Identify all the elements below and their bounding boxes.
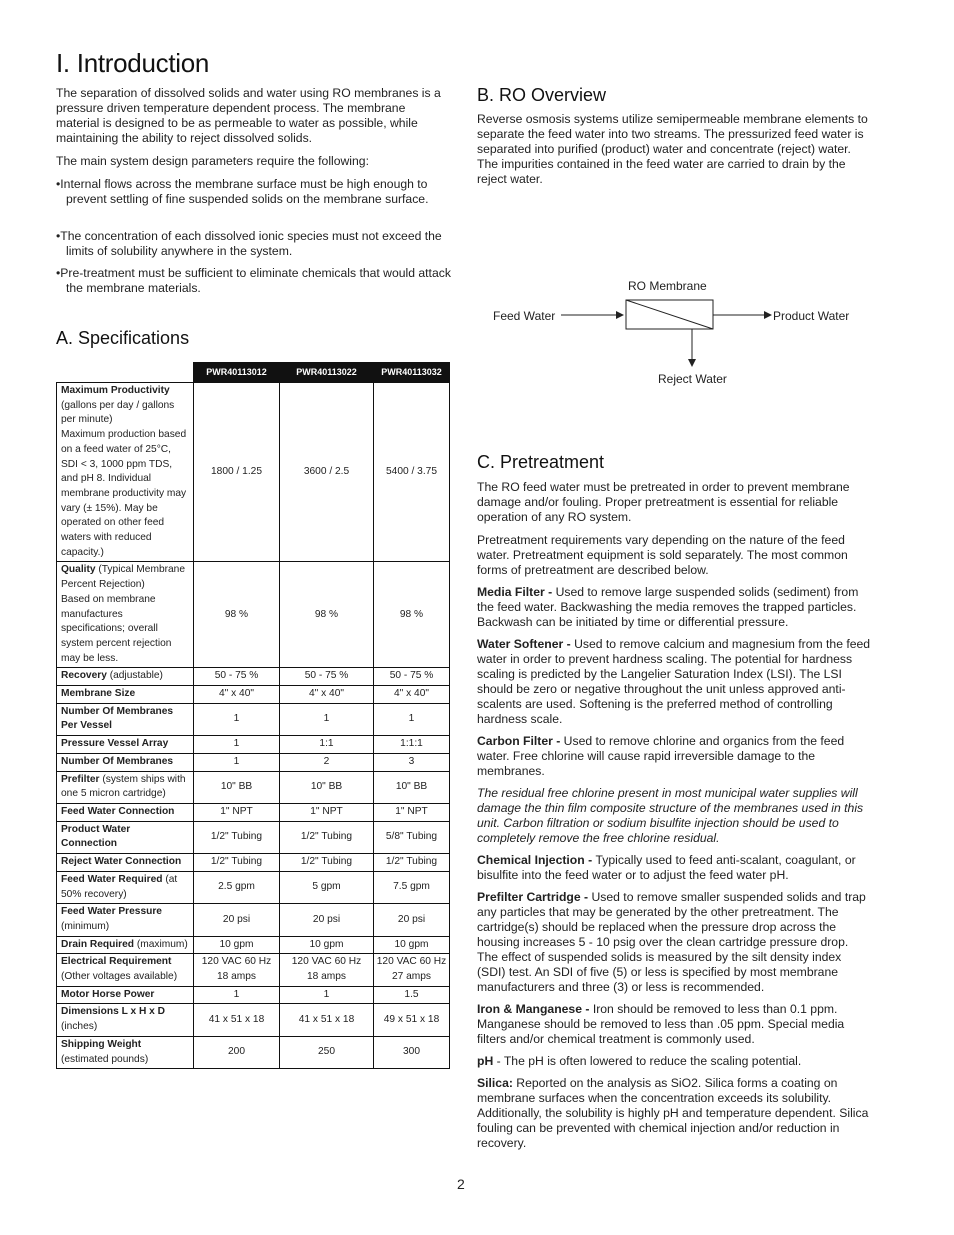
spec-value-cell: 1800 / 1.25	[194, 383, 280, 562]
pretreatment-item	[477, 734, 872, 779]
spec-value-cell: 50 - 75 %	[194, 668, 280, 686]
spec-label-cell	[57, 1036, 194, 1068]
spec-value-cell: 20 psi	[280, 904, 374, 936]
spec-row	[57, 562, 450, 668]
model-header: PWR40113022	[280, 363, 374, 383]
pretreatment-description: - The pH is often lowered to reduce the scaling potential.	[493, 1054, 802, 1068]
pretreatment-item	[477, 1076, 872, 1151]
pretreatment-list-b	[477, 853, 872, 1151]
spec-row	[57, 803, 450, 821]
spec-value-cell: 300	[374, 1036, 450, 1068]
spec-name: Prefilter	[61, 773, 100, 785]
spec-value-cell: 1/2" Tubing	[280, 821, 374, 853]
spec-name: Number Of Membranes Per Vessel	[61, 705, 174, 732]
spec-name: Quality	[61, 564, 96, 576]
spec-label-cell	[57, 803, 194, 821]
spec-row	[57, 986, 450, 1004]
spec-label-cell	[57, 753, 194, 771]
spec-label-cell	[57, 986, 194, 1004]
spec-label-cell	[57, 562, 194, 668]
pretreatment-forms: Pretreatment requirements vary depending on the nature of the feed water. Pretreatment equipment is sold separately. The most common forms of pretreatment are described below.	[477, 533, 848, 577]
spec-value-cell: 3	[374, 753, 450, 771]
spec-note: (adjustable)	[106, 670, 163, 682]
pretreatment-term: Silica:	[477, 1076, 513, 1090]
pretreatment-intro: The RO feed water must be pretreated in order to prevent membrane damage and/or fouling. Proper pretreatment is essential for reliable operation of any RO system.	[477, 480, 850, 524]
pretreatment-term: pH	[477, 1054, 494, 1068]
spec-value-cell: 41 x 51 x 18	[280, 1004, 374, 1036]
spec-value-cell: 1" NPT	[280, 803, 374, 821]
spec-value-cell: 10" BB	[280, 771, 374, 803]
spec-value-cell: 10 gpm	[280, 936, 374, 954]
spec-note-detail: Maximum production based on a feed water of 25°C, SDI < 3, 1000 ppm TDS, and pH 8. Individual membrane productivity may vary (± 15%). May be operated on other feed waters with reduced capacity.)	[61, 429, 187, 558]
pretreatment-item	[477, 1054, 872, 1069]
spec-label-cell	[57, 771, 194, 803]
spec-note: (at 50% recovery)	[61, 873, 178, 900]
ro-flow-diagram	[477, 270, 877, 400]
spec-value-cell: 1:1	[280, 736, 374, 754]
spec-label-cell	[57, 904, 194, 936]
specifications-table	[56, 362, 450, 1069]
spec-value-cell: 20 psi	[194, 904, 280, 936]
spec-value-cell: 1/2" Tubing	[194, 821, 280, 853]
ro-overview-text: Reverse osmosis systems utilize semipermeable membrane elements to separate the feed water into two streams. The pressurized feed water is separated into purified (product) water and concentrate (reject) water. The impurities contained in the feed water are carried to drain by the reject water.	[477, 112, 868, 186]
spec-row	[57, 954, 450, 986]
page-title: I. Introduction	[56, 48, 210, 78]
spec-row	[57, 854, 450, 872]
spec-name: Maximum Productivity	[61, 385, 170, 396]
ro-overview-heading: B. RO Overview	[477, 85, 607, 105]
spec-note: (estimated pounds)	[61, 1053, 149, 1065]
spec-value-cell: 1	[280, 703, 374, 735]
spec-value-cell: 5/8" Tubing	[374, 821, 450, 853]
spec-row	[57, 736, 450, 754]
spec-label-cell	[57, 736, 194, 754]
spec-value-cell: 200	[194, 1036, 280, 1068]
model-header: PWR40113012	[194, 363, 280, 383]
spec-label-cell	[57, 686, 194, 704]
spec-row	[57, 753, 450, 771]
spec-value-cell: 1/2" Tubing	[374, 854, 450, 872]
spec-name: Feed Water Pressure	[61, 906, 162, 918]
spec-label-cell	[57, 383, 194, 562]
spec-label-cell	[57, 936, 194, 954]
spec-value-cell: 1:1:1	[374, 736, 450, 754]
spec-name: Number Of Membranes	[61, 755, 174, 767]
spec-value-cell: 2	[280, 753, 374, 771]
pretreatment-term: Iron & Manganese -	[477, 1002, 593, 1016]
spec-label-cell	[57, 954, 194, 986]
spec-label-cell	[57, 854, 194, 872]
spec-value-cell: 98 %	[194, 562, 280, 668]
spec-value-cell: 10 gpm	[194, 936, 280, 954]
spec-name: Dimensions L x H x D	[61, 1006, 165, 1018]
pretreatment-description: Typically used to feed anti-scalant, coagulant, or bisulfite into the feed water or to adjust the feed water pH.	[477, 853, 856, 882]
spec-name: Motor Horse Power	[61, 988, 155, 1000]
spec-value-cell: 1" NPT	[374, 803, 450, 821]
pretreatment-term: Media Filter -	[477, 585, 556, 599]
pretreatment-term: Chemical Injection -	[477, 853, 596, 867]
spec-value-cell: 10" BB	[374, 771, 450, 803]
spec-value-cell: 10" BB	[194, 771, 280, 803]
pretreatment-description: Used to remove calcium and magnesium from the feed water in order to prevent hardness scaling. The potential for hardness scaling is predicted by the Langelier Saturation Index (LSI). The LSI should be zero or negative throughout the unit unless approved anti-scalents are used. Softening is the preferred method of controlling hardness scale.	[477, 637, 871, 726]
spec-value-cell: 1" NPT	[194, 803, 280, 821]
spec-note-detail: Based on membrane manufactures specifications; overall system percent rejection may be less.	[61, 593, 172, 664]
spec-value-cell: 4" x 40"	[280, 686, 374, 704]
intro-paragraph: The separation of dissolved solids and water using RO membranes is a pressure driven temperature dependent process. The membrane material is designed to be as permeable to water as possible, while maintaining the ability to reject dissolved solids.	[56, 86, 441, 145]
intro-bullet-pretreatment: • Pre-treatment must be sufficient to eliminate chemicals that would attack the membrane materials.	[56, 266, 461, 296]
spec-value-cell: 1	[194, 753, 280, 771]
spec-row	[57, 668, 450, 686]
spec-value-cell: 20 psi	[374, 904, 450, 936]
spec-note: (maximum)	[134, 938, 188, 950]
spec-value-cell: 98 %	[280, 562, 374, 668]
spec-note: (system ships with one 5 micron cartridge)	[61, 773, 186, 800]
spec-value-cell: 50 - 75 %	[374, 668, 450, 686]
intro-requirements-lead: The main system design parameters require the following:	[56, 154, 369, 168]
header-blank-cell	[57, 363, 194, 383]
spec-value-cell: 250	[280, 1036, 374, 1068]
spec-value-cell: 120 VAC 60 Hz 27 amps	[374, 954, 450, 986]
ro-membrane-label: RO Membrane	[628, 279, 707, 293]
pretreatment-item	[477, 890, 872, 995]
reject-water-label: Reject Water	[658, 372, 727, 386]
spec-name: Shipping Weight	[61, 1038, 142, 1050]
spec-value-cell: 1	[194, 736, 280, 754]
spec-row	[57, 1004, 450, 1036]
specifications-header-row	[57, 363, 450, 383]
spec-row	[57, 703, 450, 735]
specifications-heading: A. Specifications	[56, 328, 190, 348]
spec-row	[57, 904, 450, 936]
spec-label-cell	[57, 668, 194, 686]
spec-name: Recovery	[61, 670, 107, 682]
spec-note: (minimum)	[61, 920, 110, 932]
model-header: PWR40113032	[374, 363, 450, 383]
spec-name: Pressure Vessel Array	[61, 738, 169, 750]
spec-label-cell	[57, 871, 194, 903]
intro-bullet-flows: • Internal flows across the membrane surface must be high enough to prevent settling of fine suspended solids on the membrane surface.	[56, 177, 461, 207]
pretreatment-term: Water Softener -	[477, 637, 575, 651]
spec-name: Membrane Size	[61, 688, 136, 700]
pretreatment-description: Iron should be removed to less than 0.1 ppm. Manganese should be removed to less than .05 ppm. Special media filters and/or chemical treatment is commonly used.	[477, 1002, 845, 1046]
spec-value-cell: 4" x 40"	[374, 686, 450, 704]
pretreatment-section	[477, 480, 872, 1158]
pretreatment-item	[477, 853, 872, 883]
pretreatment-heading: C. Pretreatment	[477, 452, 605, 472]
pretreatment-term: Prefilter Cartridge -	[477, 890, 592, 904]
spec-row	[57, 771, 450, 803]
pretreatment-list-a	[477, 585, 872, 779]
spec-value-cell: 1/2" Tubing	[280, 854, 374, 872]
spec-label-cell	[57, 703, 194, 735]
spec-value-cell: 3600 / 2.5	[280, 383, 374, 562]
spec-value-cell: 10 gpm	[374, 936, 450, 954]
pretreatment-description: Used to remove smaller suspended solids and trap any particles that may be generated by the other pretreatment. The cartridge(s) should be replaced when the pressure drop across the housing increases 5 - 10 psig over the clean cartridge pressure drop. The effect of suspended solids is measured by the silt density index (SDI) test. An SDI of five (5) or less is specified by most membrane manufacturers and three (3) or less is recommended.	[477, 890, 866, 994]
spec-value-cell: 1	[194, 986, 280, 1004]
spec-name: Product Water Connection	[61, 823, 131, 850]
spec-row	[57, 936, 450, 954]
spec-note: (Other voltages available)	[61, 971, 178, 983]
spec-name: Feed Water Required	[61, 873, 163, 885]
spec-value-cell: 98 %	[374, 562, 450, 668]
pretreatment-description: Used to remove large suspended solids (sediment) from the feed water. Backwashing the media removes the trapped particles. Backwash can be initiated by time or differential pressure.	[477, 585, 859, 629]
spec-value-cell: 41 x 51 x 18	[194, 1004, 280, 1036]
spec-name: Electrical Requirement	[61, 956, 172, 968]
intro-bullet-solubility: • The concentration of each dissolved ionic species must not exceed the limits of solubility anywhere in the system.	[56, 229, 461, 259]
spec-row	[57, 686, 450, 704]
spec-value-cell: 120 VAC 60 Hz 18 amps	[194, 954, 280, 986]
spec-value-cell: 1/2" Tubing	[194, 854, 280, 872]
spec-value-cell: 2.5 gpm	[194, 871, 280, 903]
spec-value-cell: 1	[280, 986, 374, 1004]
spec-value-cell: 1	[194, 703, 280, 735]
spec-row	[57, 383, 450, 562]
spec-note: (gallons per day / gallons per minute)	[61, 399, 175, 426]
spec-value-cell: 1.5	[374, 986, 450, 1004]
spec-row	[57, 1036, 450, 1068]
page-number: 2	[457, 1176, 465, 1192]
product-water-label: Product Water	[773, 309, 850, 323]
feed-water-label: Feed Water	[493, 309, 556, 323]
spec-value-cell: 4" x 40"	[194, 686, 280, 704]
spec-value-cell: 7.5 gpm	[374, 871, 450, 903]
spec-row	[57, 871, 450, 903]
spec-note: (inches)	[61, 1021, 98, 1033]
pretreatment-item	[477, 1002, 872, 1047]
spec-name: Feed Water Connection	[61, 805, 175, 817]
pretreatment-item	[477, 585, 872, 630]
spec-note: (Typical Membrane Percent Rejection)	[61, 564, 186, 591]
chlorine-warning: The residual free chlorine present in most municipal water supplies will damage the thin film composite structure of the membranes used in this unit. Carbon filtration or sodium bisulfite injection should be used to completely remove the free chlorine residual.	[477, 786, 864, 845]
spec-value-cell: 1	[374, 703, 450, 735]
spec-name: Reject Water Connection	[61, 856, 182, 868]
pretreatment-description: Used to remove chlorine and organics from the feed water. Free chlorine will cause rapid irreversible damage to the membranes.	[477, 734, 845, 778]
pretreatment-term: Carbon Filter -	[477, 734, 564, 748]
spec-label-cell	[57, 821, 194, 853]
spec-value-cell: 120 VAC 60 Hz 18 amps	[280, 954, 374, 986]
spec-name: Drain Required	[61, 938, 135, 950]
pretreatment-description: Reported on the analysis as SiO2. Silica forms a coating on membrane surfaces when the concentration exceeds its solubility. Additionally, the solubility is highly pH and temperature dependent. Silica fouling can be prevented with chemical injection and/or reduction in recovery.	[477, 1076, 869, 1150]
spec-value-cell: 50 - 75 %	[280, 668, 374, 686]
spec-value-cell: 5400 / 3.75	[374, 383, 450, 562]
spec-value-cell: 5 gpm	[280, 871, 374, 903]
pretreatment-item	[477, 637, 872, 727]
spec-value-cell: 49 x 51 x 18	[374, 1004, 450, 1036]
spec-label-cell	[57, 1004, 194, 1036]
spec-row	[57, 821, 450, 853]
